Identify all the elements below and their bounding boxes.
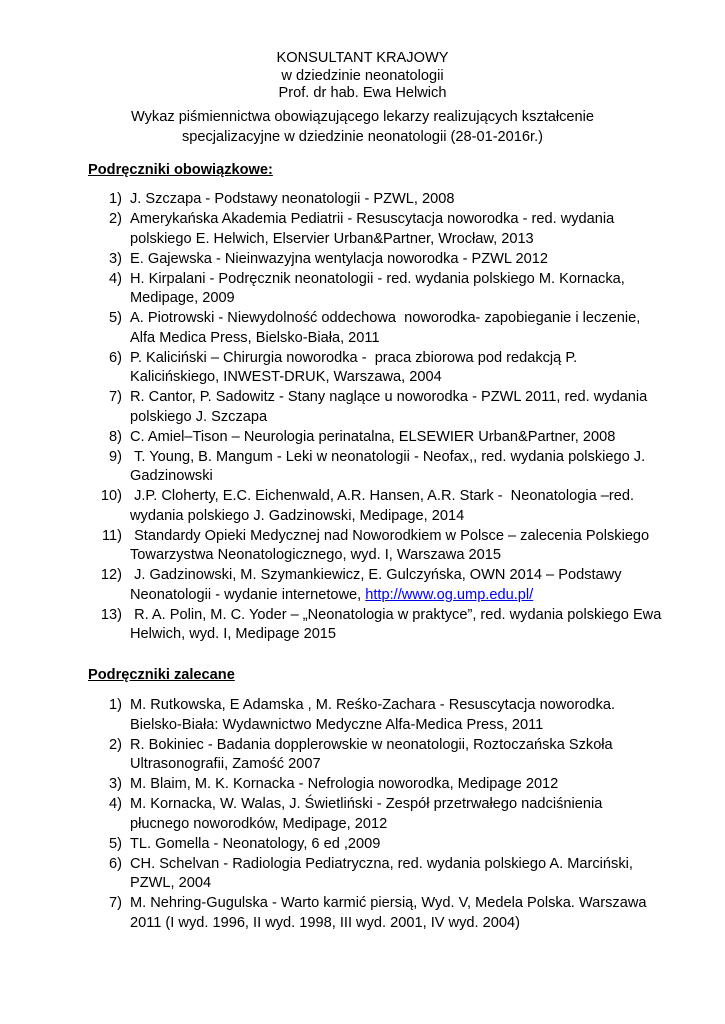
- list-item: [88, 835, 663, 855]
- list-item: [88, 448, 663, 487]
- list-item-number: 4): [109, 796, 122, 812]
- reference-text: C. Amiel–Tison – Neurologia perinatalna, ELSEWIER Urban&Partner, 2008: [130, 428, 616, 445]
- list-item-text: [130, 349, 663, 388]
- list-item-text: [130, 527, 663, 566]
- list-item-text: [130, 894, 663, 933]
- list-item-text: [130, 775, 663, 795]
- list-item-text: [130, 250, 663, 270]
- list-item-text: [130, 696, 663, 735]
- list-item: [88, 190, 663, 210]
- list-item-number: 12): [100, 567, 122, 583]
- reference-text: J. Szczapa - Podstawy neonatologii - PZWL, 2008: [130, 191, 455, 207]
- list-item-text: [130, 270, 663, 309]
- reference-text: Standardy Opieki Medycznej nad Noworodkiem w Polsce – zalecenia Polskiego Towarzystwa Neonatologicznego, wyd. I, Warszawa 2015: [130, 527, 653, 563]
- header-author: Prof. dr hab. Ewa Helwich: [278, 85, 447, 101]
- list-item: [88, 349, 663, 388]
- reference-text: Amerykańska Akademia Pediatrii - Resuscytacja noworodka - red. wydania polskiego E. Helwich, Elservier Urban&Partner, Wrocław, 2013: [130, 211, 619, 247]
- list-item: [88, 855, 663, 894]
- list-item: [88, 388, 663, 427]
- list-item: [88, 250, 663, 270]
- list-item-number: 2): [109, 211, 122, 227]
- list-item: [88, 428, 663, 448]
- list-item: [88, 566, 663, 605]
- document-subtitle: Wykaz piśmiennictwa obowiązującego lekarzy realizujących kształcenie specjalizacyjne w dziedzinie neonatologii (28-01-2016r.): [130, 109, 595, 145]
- list-item-text: [130, 835, 663, 855]
- reference-text: R. Cantor, P. Sadowitz - Stany naglące u noworodka - PZWL 2011, red. wydania polskiego J. Szczapa: [130, 389, 652, 425]
- list-item-number: 2): [109, 736, 122, 753]
- list-item-text: [130, 388, 663, 427]
- reference-text: M. Blaim, M. K. Kornacka - Nefrologia noworodka, Medipage 2012: [130, 776, 559, 792]
- reference-text: M. Nehring-Gugulska - Warto karmić piersią, Wyd. V, Medela Polska. Warszawa 2011 (I wyd. 1996, II wyd. 1998, III wyd. 2001, IV wyd. 2004): [130, 895, 651, 931]
- reference-text: R. A. Polin, M. C. Yoder – „Neonatologia w praktyce”, red. wydania polskiego Ewa Helwich, wyd. I, Medipage 2015: [130, 606, 666, 642]
- list-item: [88, 696, 663, 735]
- reference-text: J.P. Cloherty, E.C. Eichenwald, A.R. Hansen, A.R. Stark - Neonatologia –red. wydania polskiego J. Gadzinowski, Medipage, 2014: [130, 488, 639, 524]
- list-item-number: 4): [109, 270, 122, 287]
- list-item: [88, 487, 663, 526]
- list-item-number: 10): [100, 488, 122, 504]
- reference-text: M. Rutkowska, E Adamska , M. Reśko-Zachara - Resuscytacja noworodka. Bielsko-Biała: Wydawnictwo Medyczne Alfa-Medica Press, 2011: [130, 697, 620, 733]
- list-item-text: [130, 606, 666, 645]
- list-item-number: 6): [109, 855, 122, 872]
- recommended-reference-list: [88, 696, 663, 934]
- list-item-number: 6): [109, 349, 122, 366]
- section-heading-mandatory: Podręczniki obowiązkowe:: [88, 162, 273, 178]
- list-item: [88, 210, 663, 249]
- list-item-text: [130, 428, 663, 448]
- reference-text: A. Piotrowski - Niewydolność oddechowa noworodka- zapobieganie i leczenie, Alfa Medica Press, Bielsko-Biała, 2011: [130, 310, 648, 346]
- list-item: [88, 270, 663, 309]
- reference-text: TL. Gomella - Neonatology, 6 ed ,2009: [130, 835, 381, 852]
- reference-text: J. Gadzinowski, M. Szymankiewicz, E. Gulczyńska, OWN 2014 – Podstawy Neonatologii - wydanie internetowe,: [130, 567, 626, 603]
- reference-text: E. Gajewska - Nieinwazyjna wentylacja noworodka - PZWL 2012: [130, 250, 548, 267]
- list-item-number: 7): [109, 895, 122, 911]
- list-item-text: [130, 448, 663, 487]
- list-item-text: [130, 190, 663, 210]
- list-item-number: 13): [100, 606, 122, 623]
- list-item-text: [130, 487, 663, 526]
- document-header: [0, 50, 725, 103]
- reference-text: P. Kaliciński – Chirurgia noworodka - praca zbiorowa pod redakcją P. Kalicińskiego, INWEST-DRUK, Warszawa, 2004: [130, 349, 582, 385]
- list-item-text: [130, 736, 663, 775]
- list-item-text: [130, 795, 663, 834]
- list-item-number: 11): [101, 527, 122, 544]
- list-item-number: 7): [109, 389, 122, 405]
- reference-text: CH. Schelvan - Radiologia Pediatryczna, red. wydania polskiego A. Marciński, PZWL, 2004: [130, 855, 637, 891]
- reference-text: M. Kornacka, W. Walas, J. Świetliński - Zespół przetrwałego nadciśnienia płucnego noworodków, Medipage, 2012: [130, 796, 607, 832]
- section-heading-recommended: Podręczniki zalecane: [88, 667, 235, 683]
- list-item: [88, 894, 663, 933]
- list-item: [88, 606, 666, 645]
- list-item-number: 3): [109, 250, 122, 267]
- list-item: [88, 795, 663, 834]
- list-item: [88, 527, 663, 566]
- list-item-number: 5): [109, 835, 122, 852]
- list-item: [88, 309, 663, 348]
- list-item-number: 5): [109, 310, 122, 326]
- list-item: [88, 775, 663, 795]
- list-item-number: 8): [109, 428, 122, 445]
- reference-link[interactable]: http://www.og.ump.edu.pl/: [365, 586, 534, 603]
- list-item-text: [130, 855, 663, 894]
- reference-text: R. Bokiniec - Badania dopplerowskie w neonatologii, Roztoczańska Szkoła Ultrasonografii, Zamość 2007: [130, 736, 617, 772]
- list-item-number: 1): [109, 697, 122, 713]
- list-item: [88, 736, 663, 775]
- list-item-number: 9): [109, 448, 122, 465]
- list-item-text: [130, 566, 663, 605]
- header-field: w dziedzinie neonatologii: [281, 67, 444, 84]
- reference-text: H. Kirpalani - Podręcznik neonatologii - red. wydania polskiego M. Kornacka, Medipage, 2009: [130, 270, 629, 306]
- mandatory-reference-list: [88, 190, 666, 645]
- list-item-text: [130, 309, 663, 348]
- header-title: KONSULTANT KRAJOWY: [276, 50, 449, 66]
- list-item-number: 1): [109, 191, 122, 207]
- list-item-number: 3): [109, 776, 122, 792]
- list-item-text: [130, 210, 663, 249]
- reference-text: T. Young, B. Mangum - Leki w neonatologii - Neofax,, red. wydania polskiego J. Gadzinowski: [130, 448, 650, 484]
